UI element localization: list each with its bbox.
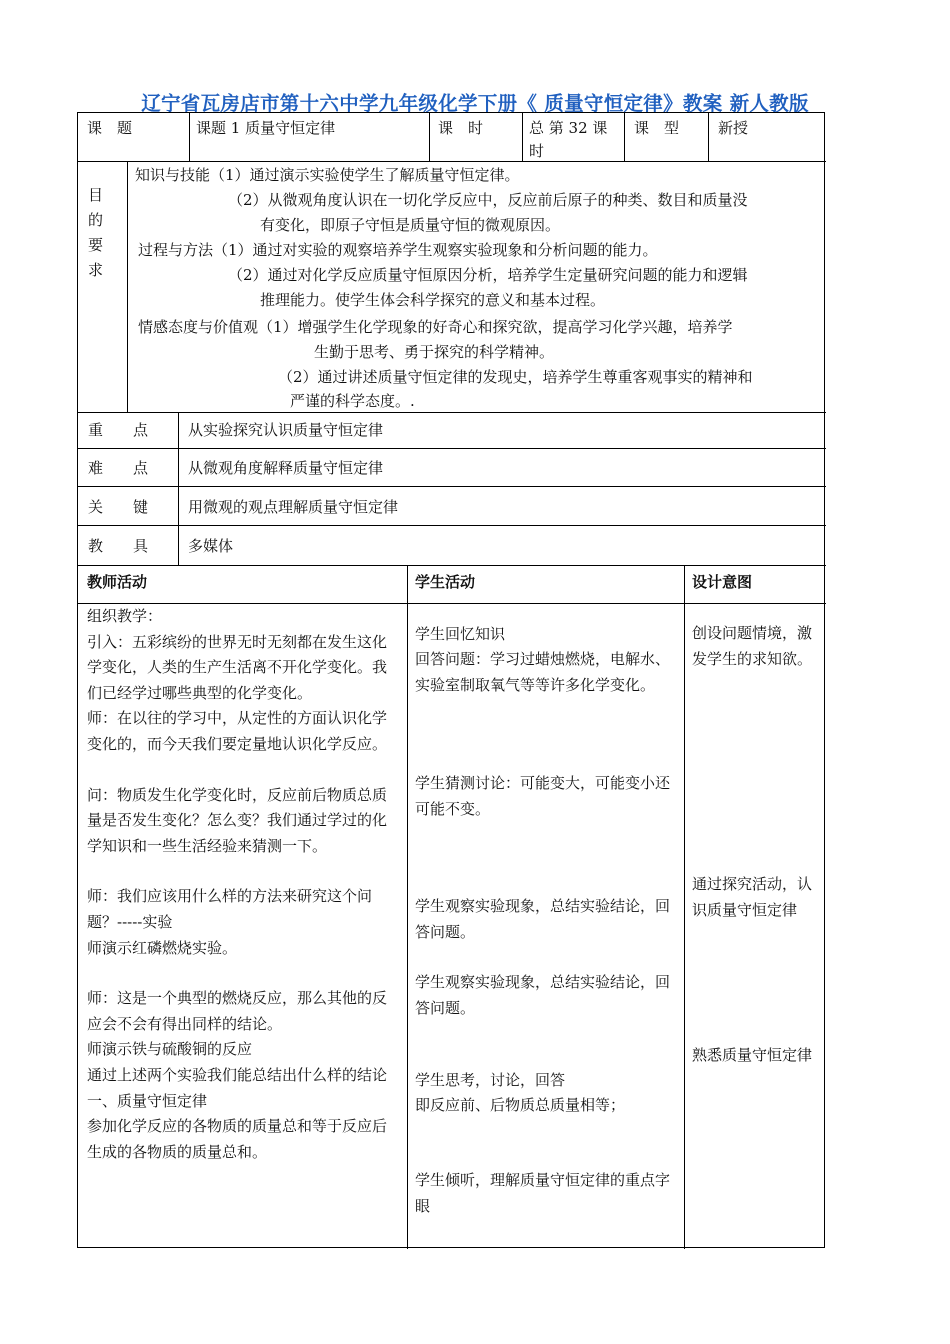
row-divider bbox=[78, 565, 826, 566]
teaching-aid-label: 教 具 bbox=[88, 537, 149, 555]
teacher-activity-text bbox=[87, 604, 401, 1165]
period-value-cont: 时 bbox=[529, 142, 545, 160]
student-activity-text: 学生回忆知识 bbox=[415, 625, 506, 643]
teacher-paragraph: 通过上述两个实验我们能总结出什么样的结论 bbox=[87, 1065, 388, 1084]
objective-line: （2）通过对化学反应质量守恒原因分析，培养学生定量研究问题的能力和逻辑 bbox=[228, 266, 748, 284]
type-label: 课 型 bbox=[634, 119, 680, 137]
objective-line: （2）从微观角度认识在一切化学反应中，反应前后原子的种类、数目和质量没 bbox=[228, 191, 748, 209]
objective-line: （2）通过讲述质量守恒定律的发现史，培养学生尊重客观事实的精神和 bbox=[278, 368, 753, 386]
student-activity-header: 学生活动 bbox=[415, 573, 476, 591]
student-activity-text: 学生猜测讨论：可能变大，可能变小还可能不变。 bbox=[415, 774, 671, 818]
teacher-paragraph: 师演示红磷燃烧实验。 bbox=[87, 938, 238, 957]
objective-line: 生勤于思考、勇于探究的科学精神。 bbox=[314, 343, 555, 361]
teacher-paragraph: 师演示铁与硫酸铜的反应 bbox=[87, 1040, 253, 1059]
student-activity-text: 学生观察实验现象，总结实验结论，回答问题。 bbox=[415, 973, 671, 1017]
design-intent-header: 设计意图 bbox=[692, 573, 753, 591]
student-activity-text: 学生观察实验现象，总结实验结论，回答问题。 bbox=[415, 897, 671, 941]
objective-line: 过程与方法（1）通过对实验的观察培养学生观察实验现象和分析问题的能力。 bbox=[138, 241, 658, 259]
teaching-aid-value: 多媒体 bbox=[188, 537, 234, 555]
teacher-paragraph: 参加化学反应的各物质的质量总和等于反应后生成的各物质的质量总和。 bbox=[87, 1117, 388, 1161]
topic-value: 课题 1 质量守恒定律 bbox=[196, 119, 336, 137]
col-divider bbox=[522, 113, 523, 161]
period-value: 总 第 32 课 bbox=[529, 119, 608, 137]
key-value: 用微观的观点理解质量守恒定律 bbox=[188, 498, 399, 516]
student-activity-text: 学生倾听，理解质量守恒定律的重点字眼 bbox=[415, 1171, 671, 1215]
row-divider bbox=[78, 486, 826, 487]
teacher-paragraph: 问：物质发生化学变化时，反应前后物质总质量是否发生变化？怎么变？我们通过学过的化学知识和一些生活经验来猜测一下。 bbox=[87, 785, 388, 855]
teacher-paragraph: 师：我们应该用什么样的方法来研究这个问题？-----实验 bbox=[87, 887, 373, 931]
col-divider bbox=[624, 113, 625, 161]
student-activity-text: 回答问题：学习过蜡烛燃烧，电解水、实验室制取氧气等等许多化学变化。 bbox=[415, 650, 671, 694]
key-point-label: 重 点 bbox=[88, 421, 149, 439]
teacher-paragraph: 师：这是一个典型的燃烧反应，那么其他的反应会不会有得出同样的结论。 bbox=[87, 989, 388, 1033]
objectives-label-char: 求 bbox=[88, 261, 104, 279]
col-divider bbox=[429, 113, 430, 161]
design-intent-text: 创设问题情境，激发学生的求知欲。 bbox=[692, 624, 813, 668]
objective-line: 推理能力。使学生体会科学探究的意义和基本过程。 bbox=[260, 291, 606, 309]
student-activity-text: 即反应前、后物质总质量相等； bbox=[415, 1096, 626, 1114]
objective-line: 知识与技能（1）通过演示实验使学生了解质量守恒定律。 bbox=[135, 166, 520, 184]
lesson-plan-table bbox=[77, 112, 825, 1248]
row-divider bbox=[78, 448, 826, 449]
col-divider bbox=[127, 161, 128, 412]
objectives-label-char: 目 bbox=[88, 186, 104, 204]
design-intent-text: 熟悉质量守恒定律 bbox=[692, 1046, 813, 1064]
teacher-activity-header: 教师活动 bbox=[87, 573, 148, 591]
row-divider bbox=[78, 525, 826, 526]
objectives-label-char: 的 bbox=[88, 211, 104, 229]
col-divider bbox=[189, 113, 190, 161]
col-divider bbox=[708, 113, 709, 161]
key-point-value: 从实验探究认识质量守恒定律 bbox=[188, 421, 384, 439]
teacher-paragraph: 师：在以往的学习中，从定性的方面认识化学变化的，而今天我们要定量地认识化学反应。 bbox=[87, 709, 388, 753]
design-intent-text: 通过探究活动，认识质量守恒定律 bbox=[692, 875, 813, 919]
type-value: 新授 bbox=[718, 119, 749, 137]
difficulty-label: 难 点 bbox=[88, 459, 149, 477]
teacher-paragraph: 引入：五彩缤纷的世界无时无刻都在发生这化学变化，人类的生产生活离不开化学变化。我们已经学过哪些典型的化学变化。 bbox=[87, 632, 388, 702]
student-activity-text: 学生思考，讨论，回答 bbox=[415, 1071, 566, 1089]
objectives-label-char: 要 bbox=[88, 236, 104, 254]
row-divider bbox=[78, 161, 826, 162]
objective-line: 有变化，即原子守恒是质量守恒的微观原因。 bbox=[260, 216, 561, 234]
col-divider bbox=[684, 565, 685, 1249]
col-divider bbox=[178, 412, 179, 565]
difficulty-value: 从微观角度解释质量守恒定律 bbox=[188, 459, 384, 477]
teacher-paragraph: 一、质量守恒定律 bbox=[87, 1091, 208, 1110]
col-divider bbox=[407, 565, 408, 1249]
row-divider bbox=[78, 412, 826, 413]
period-label: 课 时 bbox=[438, 119, 484, 137]
key-label: 关 键 bbox=[88, 498, 149, 516]
objective-line: 情感态度与价值观（1）增强学生化学现象的好奇心和探究欲，提高学习化学兴趣，培养学 bbox=[138, 318, 733, 336]
teacher-paragraph: 组织教学： bbox=[87, 607, 163, 625]
topic-label: 课 题 bbox=[87, 119, 133, 137]
document-title: 辽宁省瓦房店市第十六中学九年级化学下册《 质量守恒定律》教案 新人教版 bbox=[141, 92, 809, 115]
objective-line: 严谨的科学态度。. bbox=[290, 392, 415, 410]
